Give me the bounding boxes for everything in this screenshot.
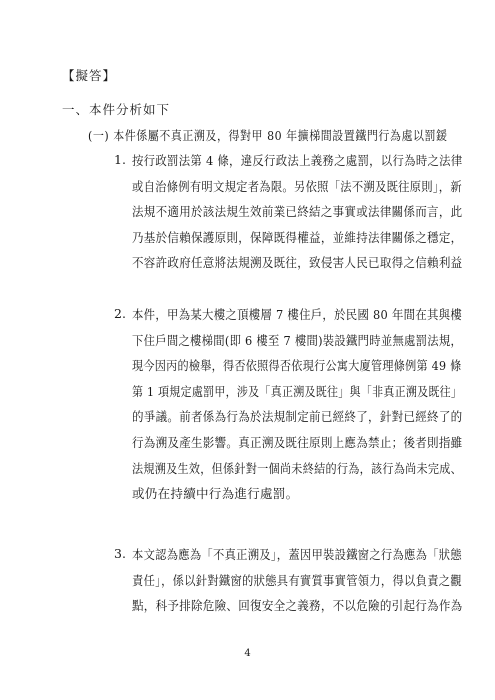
text-line: 點，科予排除危險、回復安全之義務，不以危險的引起行為作為 xyxy=(132,598,463,614)
section-title: 一、本件分析如下 xyxy=(62,102,171,117)
text-line: 下住戶間之樓梯間(即 6 樓至 7 樓間)裝設鐵門時並無處罰法規， xyxy=(132,332,463,348)
text-line: 按行政罰法第 4 條，違反行政法上義務之處罰，以行為時之法律 xyxy=(132,153,463,168)
text-line: 行為溯及產生影響。真正溯及既往原則上應為禁止；後者則指雖 xyxy=(132,434,463,450)
text-line: 第 1 項規定處罰甲，涉及「真正溯及既往」與「非真正溯及既往」 xyxy=(132,383,463,399)
page-number: 4 xyxy=(244,648,251,659)
text-line: 不容許政府任意將法規溯及既往，致侵害人民已取得之信賴利益 xyxy=(132,255,463,271)
text-line: 本件，甲為某大樓之頂樓層 7 樓住戶，於民國 80 年間在其與樓 xyxy=(132,307,463,322)
item-text xyxy=(132,546,462,623)
subsection-title: (一) 本件係屬不真正溯及，得對甲 80 年擴梯間設置鐵門行為處以罰鍰 xyxy=(88,128,448,143)
item-text xyxy=(132,306,462,511)
item-number: 2. xyxy=(114,306,126,321)
text-line: 法規溯及生效，但係針對一個尚未終結的行為，該行為尚未完成、 xyxy=(132,460,462,476)
text-line: 法規不適用於該法規生效前業已終結之事實或法律關係而言，此 xyxy=(132,204,463,220)
text-line: 或仍在持續中行為進行處罰。 xyxy=(132,486,299,502)
answer-heading: 【擬答】 xyxy=(62,68,117,83)
text-line: 責任」，係以針對鐵窗的狀態具有實質事實管領力，得以負責之觀 xyxy=(132,572,462,588)
text-line: 本文認為應為「不真正溯及」，蓋因甲裝設鐵窗之行為應為「狀態 xyxy=(132,547,462,562)
text-line: 或自治條例有明文規定者為限。另依照「法不溯及既往原則」，新 xyxy=(132,178,462,194)
text-line: 乃基於信賴保護原則，保障既得權益，並維持法律關係之穩定， xyxy=(132,229,463,245)
item-number: 1. xyxy=(114,152,126,167)
text-line: 現今因丙的檢舉，得否依照得否依現行公寓大廈管理條例第 49 條 xyxy=(132,358,462,374)
text-line: 的爭議。前者係為行為於法規制定前已經終了，針對已經終了的 xyxy=(132,409,463,425)
item-text xyxy=(132,152,462,280)
item-number: 3. xyxy=(114,546,126,561)
